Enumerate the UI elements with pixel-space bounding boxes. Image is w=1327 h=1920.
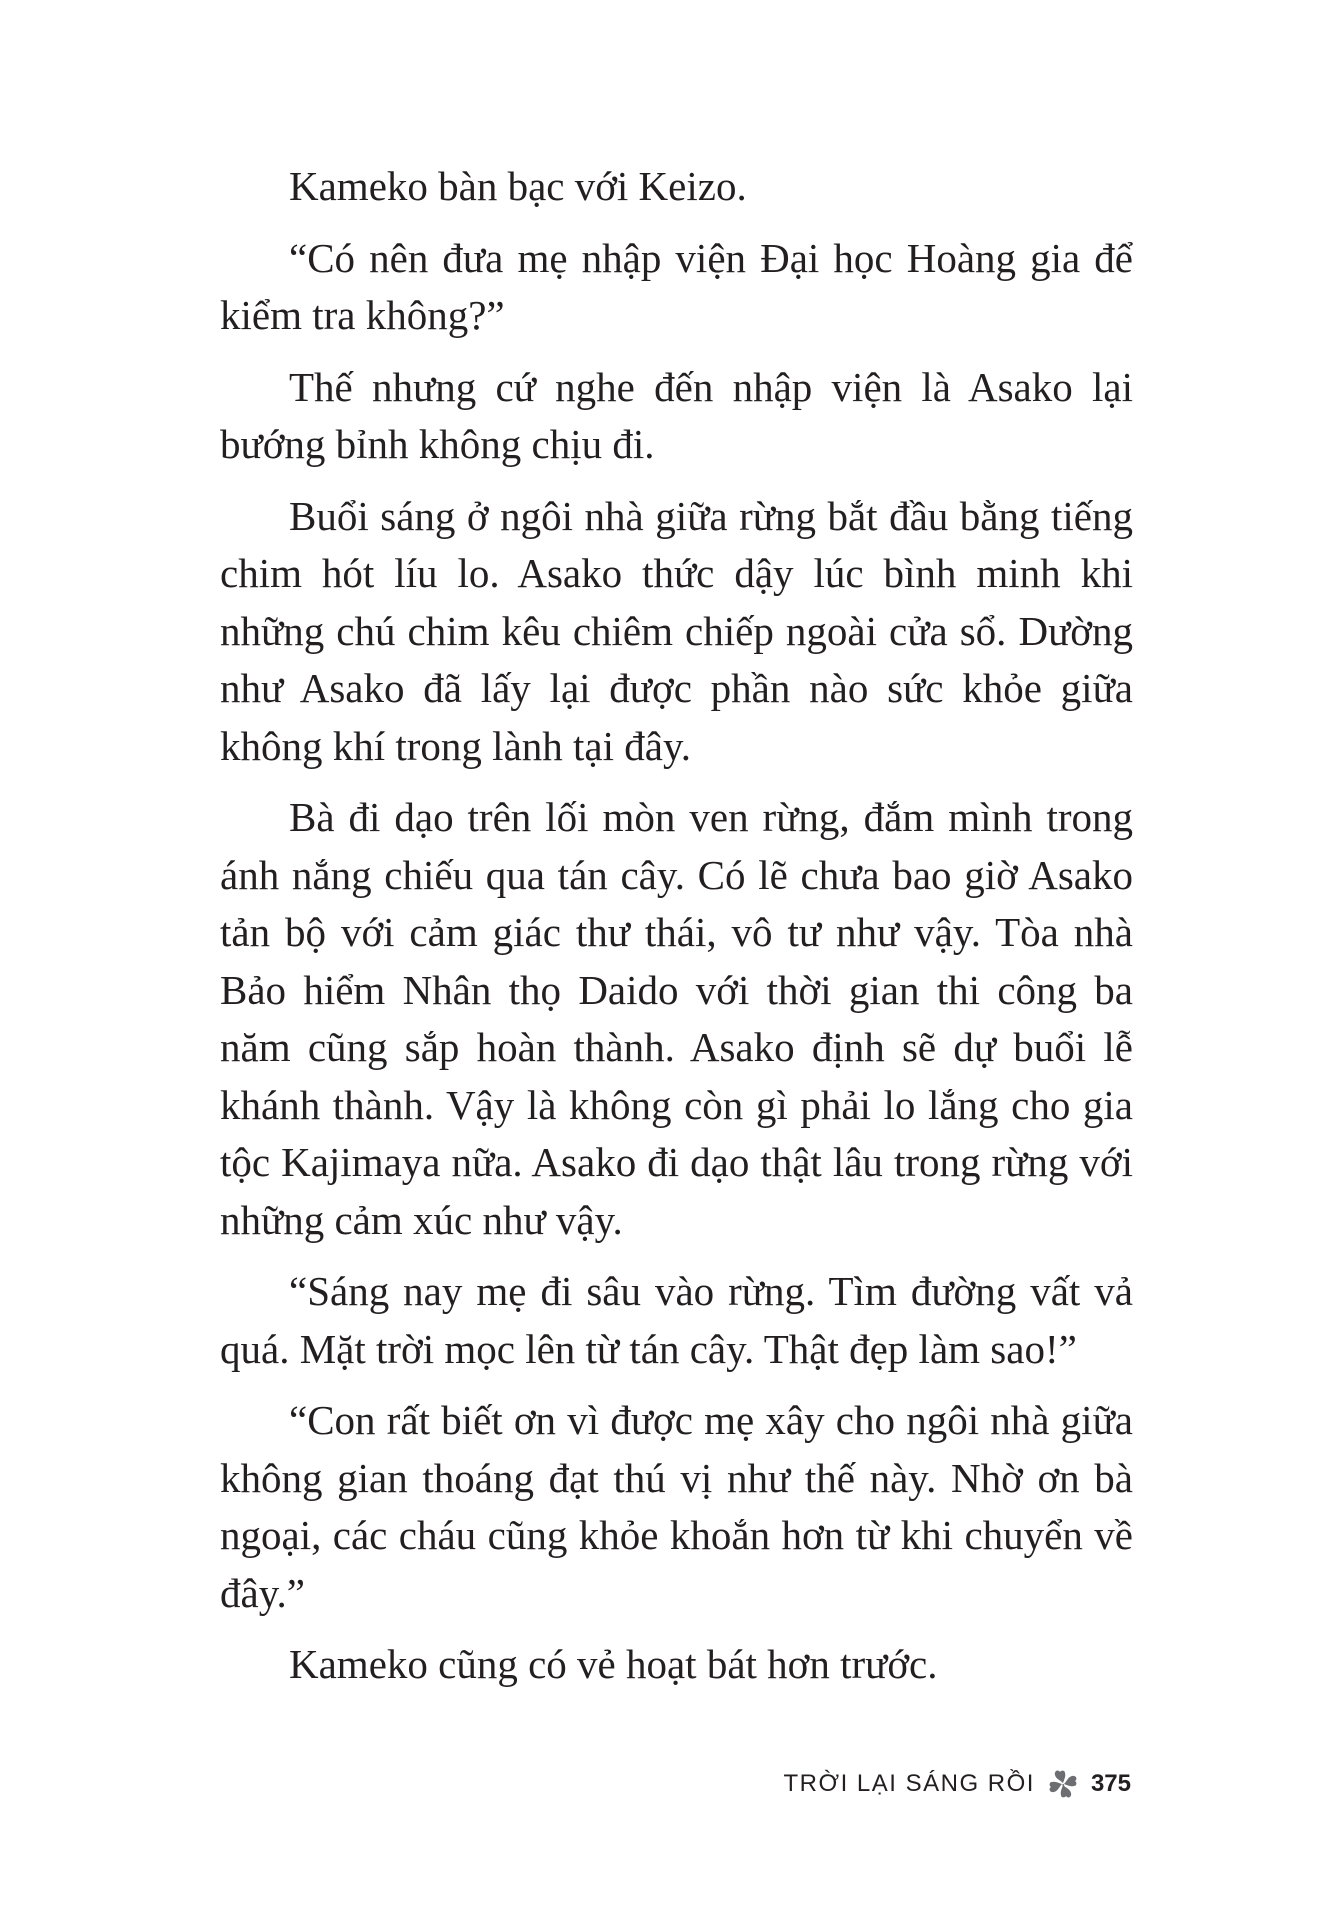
four-leaf-clover-icon [1047,1768,1079,1800]
paragraph-3: Thế nhưng cứ nghe đến nhập viện là Asako lại bướng bỉnh không chịu đi. [220,363,1133,467]
paragraph-7: “Con rất biết ơn vì được mẹ xây cho ngôi nhà giữa không gian thoáng đạt thú vị như thế này. Nhờ ơn bà ngoại, các cháu cũng khỏe khoắn hơn từ khi chuyển về đây.” [220,1397,1133,1616]
paragraph-5: Bà đi dạo trên lối mòn ven rừng, đắm mình trong ánh nắng chiếu qua tán cây. Có lẽ chưa bao giờ Asako tản bộ với cảm giác thư thái, vô tư như vậy. Tòa nhà Bảo hiểm Nhân thọ Daido với thời gian thi công ba năm cũng sắp hoàn thành. Asako định sẽ dự buổi lễ khánh thành. Vậy là không còn gì phải lo lắng cho gia tộc Kajimaya nữa. Asako đi dạo thật lâu trong rừng với những cảm xúc như vậy. [220,794,1133,1243]
page-footer [784,1766,1132,1802]
page-number: 375 [1090,1770,1131,1797]
paragraph-6: “Sáng nay mẹ đi sâu vào rừng. Tìm đường vất vả quá. Mặt trời mọc lên từ tán cây. Thật đẹp làm sao!” [220,1268,1133,1372]
body-text [220,158,1133,1708]
paragraph-2: “Có nên đưa mẹ nhập viện Đại học Hoàng gia để kiểm tra không?” [220,234,1133,338]
paragraph-8: Kameko cũng có vẻ hoạt bát hơn trước. [289,1641,938,1687]
running-title: TRỜI LẠI SÁNG RỒI [783,1770,1035,1797]
paragraph-1: Kameko bàn bạc với Keizo. [289,163,747,209]
paragraph-4: Buổi sáng ở ngôi nhà giữa rừng bắt đầu bằng tiếng chim hót líu lo. Asako thức dậy lúc bình minh khi những chú chim kêu chiêm chiếp ngoài cửa sổ. Dường như Asako đã lấy lại được phần nào sức khỏe giữa không khí trong lành tại đây. [220,492,1133,769]
